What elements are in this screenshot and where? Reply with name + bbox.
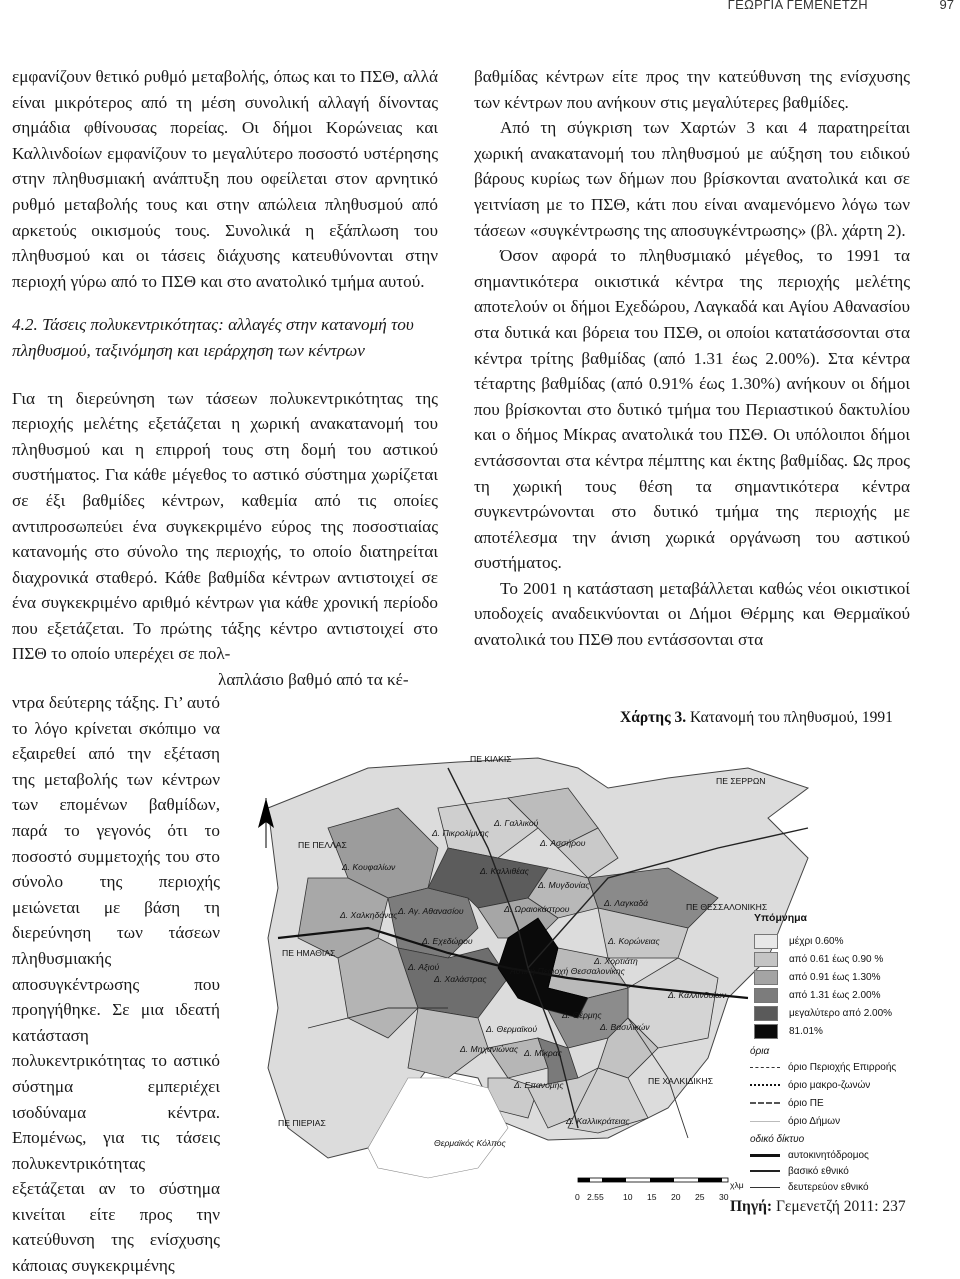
figure-source-text: Γεμενετζή 2011: 237 xyxy=(775,1198,906,1215)
legend-line-symbol xyxy=(750,1121,780,1122)
map-municipality-label: Δ. Πικρολίμνης xyxy=(432,828,489,838)
legend-line-symbol xyxy=(750,1067,780,1068)
legend-line-symbol xyxy=(750,1102,780,1104)
right-paragraph-3: Όσον αφορά το πληθυσμιακό μέγεθος, το 1991 τα σημαντικότερα οικιστικά κέντρα της περιοχής μελέτης αποτελούν οι δήμοι Εχεδώρου, Λαγκαδά και Αγίου Αθανασίου στα δυτικά και βόρεια του ΠΣΘ, οι οποίοι κατατάσσονται στα κέντρα τρίτης βαθμίδας (από 1.31 έως 2.00%). Στα κέντρα τέταρτης βαθμίδας (από 0.91% έως 1.30%) ανήκουν οι δήμοι που βρίσκονται στο δυτικό τμήμα του Περιαστικού δακτυλίου και ο δήμος Μίκρας ανατολικά του ΠΣΘ. Οι υπόλοιποι δήμοι εντάσσονται στα κέντρα πέμπτης και έκτης βαθμίδας. Ως προς τη χωρική τους θέση τα σημαντικότερα κέντρα συγκεντρώνονται στο δυτικό τμήμα της περιοχής με αποτέλεσμα την άνιση χωρικά οργάνωση του αστικού συστήματος. xyxy=(474,246,910,573)
legend-roads-heading: οδικό δίκτυο xyxy=(750,1134,805,1145)
map-municipality-label: Δ. Καλλινδοίων xyxy=(668,990,727,1000)
map-municipality-label: Δ. Θέρμης xyxy=(562,1010,602,1020)
legend-swatch xyxy=(754,1006,778,1021)
legend-swatch xyxy=(754,934,778,949)
section-heading: 4.2. Τάσεις πολυκεντρικότητας: αλλαγές στην κατανομή του πληθυσμού, ταξινόμηση και ιεράρχηση των κέντρων xyxy=(12,315,414,360)
legend-swatch xyxy=(754,1024,778,1039)
right-paragraph-4: Το 2001 η κατάσταση μεταβάλλεται καθώς νέοι οικιστικοί υποδοχείς αναδεικνύονται οι Δήμοι Θέρμης και Θερμαϊκού ανατολικά του ΠΣΘ που εντάσσονται στα xyxy=(474,578,910,650)
running-header xyxy=(0,0,960,14)
right-paragraph-2: Από τη σύγκριση των Χαρτών 3 και 4 παρατηρείται χωρική ανακατανομή του πληθυσμού με αύξηση του ειδικού βάρους κυρίως των δήμων που βρίσκονται ανατολικά και σε γειτνίαση με το ΠΣΘ, κάτι που είναι αναμενόμενο λόγω των τάσεων «συγκέντρωσης της αποσυγκέντρωσης» (βλ. χάρτη 2). xyxy=(474,118,910,240)
legend-boundary-label: όριο ΠΕ xyxy=(788,1097,824,1109)
left-paragraph-2: Για τη διερεύνηση των τάσεων πολυκεντρικότητας της περιοχής μελέτης εξετάζεται η χωρική ανακατανομή του πληθυσμού και η επιρροή τους στη δομή του αστικού συστήματος. Για κάθε μέγεθος το αστικό σύστημα χωρίζεται σε έξι βαθμίδες κέντρων, καθεμία από τις οποίες αντιπροσωπεύει ένα συγκεκριμένο εύρος της ποσοστιαίας κατανομής στο σύνολο της περιοχής, το οποίο διατηρείται διαχρονικά σταθερό. Κάθε βαθμίδα κέντρων αντιστοιχεί σε ένα συγκεκριμένο αριθμό κέντρων για κάθε χρονική περίοδο που εξετάζεται. Το πρώτης τάξης κέντρο αντιστοιχεί στο ΠΣΘ το οποίο υπερέχει σε πολ- xyxy=(12,388,438,664)
legend-boundary-row xyxy=(750,1078,870,1092)
legend-swatch xyxy=(754,988,778,1003)
legend-line-symbol xyxy=(750,1187,780,1188)
map-prefecture-label: ΠΕ ΣΕΡΡΩΝ xyxy=(716,776,766,786)
figure-caption xyxy=(620,709,893,727)
scale-tick-label: 5 xyxy=(599,1192,604,1200)
scale-tick-label: 2.5 xyxy=(587,1192,599,1200)
legend-road-label: βασικό εθνικό xyxy=(788,1165,849,1177)
legend-boundary-label: όριο Περιοχής Επιρροής xyxy=(788,1061,897,1073)
map-municipality-label: Δ. Γαλλικού xyxy=(494,818,539,828)
map-legend xyxy=(742,908,912,1198)
left-narrow-column xyxy=(12,690,220,1279)
legend-title: Υπόμνημα xyxy=(754,912,808,924)
legend-line-symbol xyxy=(750,1170,780,1172)
map-municipality-label: Δ. Εχεδώρου xyxy=(422,936,473,946)
left-paragraph-2-continued: λαπλάσιο βαθμό από τα κέ- xyxy=(218,670,409,690)
legend-class-row xyxy=(754,951,883,967)
legend-line-symbol xyxy=(750,1154,780,1157)
legend-road-row xyxy=(750,1148,869,1162)
page-number: 97 xyxy=(939,0,954,12)
figure-source-label: Πηγή: xyxy=(730,1198,773,1215)
map-prefecture-label: ΠΕ ΚΙΛΚΙΣ xyxy=(470,754,512,764)
legend-road-row xyxy=(750,1164,849,1178)
legend-line-symbol xyxy=(750,1084,780,1086)
legend-class-label: μέχρι 0.60% xyxy=(789,935,844,947)
figure-caption-text: Κατανομή του πληθυσμού, 1991 xyxy=(690,709,893,726)
map-prefecture-label: ΠΕ ΗΜΑΘΙΑΣ xyxy=(282,948,336,958)
scale-unit-label: χλμ xyxy=(730,1180,744,1190)
legend-road-label: δευτερεύον εθνικό xyxy=(788,1181,869,1193)
legend-swatch xyxy=(754,970,778,985)
legend-class-label: από 1.31 έως 2.00% xyxy=(789,989,881,1001)
map-municipality-label: Δ. Αγ. Αθανασίου xyxy=(398,906,464,916)
legend-class-row xyxy=(754,969,880,985)
legend-boundaries-heading: όρια xyxy=(750,1046,770,1057)
map-municipality-label: Αστική Περιοχή Θεσσαλονίκης xyxy=(510,966,625,976)
map-municipality-label: Δ. Μυγδονίας xyxy=(538,880,590,890)
legend-road-label: αυτοκινητόδρομος xyxy=(788,1149,869,1161)
map-municipality-label: Δ. Λαγκαδά xyxy=(604,898,649,908)
map-municipality-label: Δ. Καλλιθέας xyxy=(480,866,529,876)
legend-boundary-row xyxy=(750,1060,896,1074)
left-narrow-paragraph: ντρα δεύτερης τάξης. Γι’ αυτό το λόγο κρίνεται σκόπιμο να εξαιρεθεί από την εξέταση της μεταβολής των κέντρων των επομένων βαθμίδων, παρά το γεγονός ότι το ποσοστό συμμετοχής του στο σύνολο της περιοχής μειώνεται με βάση τη διερεύνηση των τάσεων πληθυσμιακής αποσυγκέντρωσης που προηγήθηκε. Σε μια ιδεατή κατάσταση πολυκεντρικότητας το αστικό σύστημα εμπεριέχει ισοδύναμα κέντρα. Επομένως, για τις τάσεις πολυκεντρικότητας εξετάζεται αν το σύστημα κινείται είτε προς την κατεύθυνση της ενίσχυσης κάποιας συγκεκριμένης xyxy=(12,693,220,1276)
legend-boundary-label: όριο μακρο-ζωνών xyxy=(788,1079,871,1091)
legend-boundary-row xyxy=(750,1096,824,1110)
map-municipality-label: Δ. Ωραιοκάστρου xyxy=(504,904,570,914)
map-municipality-label: Δ. Χαλκηδόνας xyxy=(340,910,398,920)
scale-tick-label: 0 xyxy=(575,1192,580,1200)
map-prefecture-label: ΠΕ ΧΑΛΚΙΔΙΚΗΣ xyxy=(648,1076,714,1086)
legend-class-label: από 0.61 έως 0.90 % xyxy=(789,953,884,965)
legend-class-row xyxy=(754,1005,892,1021)
running-header-author: ΓΕΩΡΓΙΑ ΓΕΜΕΝΕΤΖΗ xyxy=(727,0,868,12)
legend-class-row xyxy=(754,987,880,1003)
map-municipality-label: Δ. Χαλάστρας xyxy=(434,974,487,984)
legend-class-label: από 0.91 έως 1.30% xyxy=(789,971,881,983)
map-municipality-label: Δ. Κουφαλίων xyxy=(342,862,396,872)
map-municipality-label: Δ. Θερμαϊκού xyxy=(486,1024,538,1034)
scale-tick-label: 10 xyxy=(623,1192,633,1200)
legend-road-row xyxy=(750,1180,869,1194)
map-municipality-label: Δ. Βασιλικών xyxy=(600,1022,650,1032)
figure-source xyxy=(730,1198,906,1216)
scale-tick-label: 15 xyxy=(647,1192,657,1200)
map-municipality-label: Δ. Επανομής xyxy=(514,1080,564,1090)
map-municipality-label: Δ. Αξιού xyxy=(408,962,440,972)
legend-class-label: 81.01% xyxy=(789,1025,823,1037)
map-municipality-label: Δ. Μίκρας xyxy=(524,1048,562,1058)
legend-swatch xyxy=(754,952,778,967)
map-municipality-label: Δ. Ασσήρου xyxy=(540,838,586,848)
map-sea-label: Θερμαϊκός Κόλπος xyxy=(434,1138,506,1148)
map-prefecture-label: ΠΕ ΠΕΛΛΑΣ xyxy=(298,840,347,850)
scale-tick-label: 20 xyxy=(671,1192,681,1200)
legend-boundary-row xyxy=(750,1114,840,1128)
map-prefecture-label: ΠΕ ΠΙΕΡΙΑΣ xyxy=(278,1118,326,1128)
legend-class-row xyxy=(754,933,844,949)
scale-bar xyxy=(578,1178,728,1182)
legend-class-row xyxy=(754,1023,823,1039)
map-municipality-label: Δ. Κορώνειας xyxy=(608,936,660,946)
map-municipality-label: Δ. Καλλικράτειας xyxy=(566,1116,630,1126)
left-column xyxy=(12,64,438,693)
scale-tick-label: 25 xyxy=(695,1192,705,1200)
left-paragraph-1: εμφανίζουν θετικό ρυθμό μεταβολής, όπως και το ΠΣΘ, αλλά είναι μικρότερος από τη μέση συνολική αλλαγή δίνοντας σημάδια φθίνουσας πορείας. Οι δήμοι Κορώνειας και Καλλινδοίων εμφανίζουν το μεγαλύτερο ποσοστό υστέρησης στην πληθυσμιακή ανάπτυξη που οφείλεται στον αρνητικό ρυθμό μεταβολής τους και στην απώλεια πληθυσμού από αρκετούς οικισμούς τους. Συνολικά η εξάπλωση του πληθυσμού και οι τάσεις διάχυσης κατευθύνονται στην περιοχή γύρω από το ΠΣΘ και στο ανατολικό τμήμα αυτού. xyxy=(12,67,438,291)
right-paragraph-1: βαθμίδας κέντρων είτε προς την κατεύθυνση της ενίσχυσης των κέντρων που ανήκουν στις μεγαλύτερες βαθμίδες. xyxy=(474,67,910,112)
map-municipality-label: Δ. Μηχανιώνας xyxy=(460,1044,519,1054)
map-prefecture-label: ΠΕ ΘΕΣΣΑΛΟΝΙΚΗΣ xyxy=(686,902,768,912)
right-column xyxy=(474,64,910,653)
legend-class-label: μεγαλύτερο από 2.00% xyxy=(789,1007,893,1019)
scale-tick-label: 30 xyxy=(719,1192,729,1200)
figure-caption-label: Χάρτης 3. xyxy=(620,709,687,726)
map-municipality-label: Δ. Χορτιάτη xyxy=(594,956,638,966)
legend-boundary-label: όριο Δήμων xyxy=(788,1115,841,1127)
